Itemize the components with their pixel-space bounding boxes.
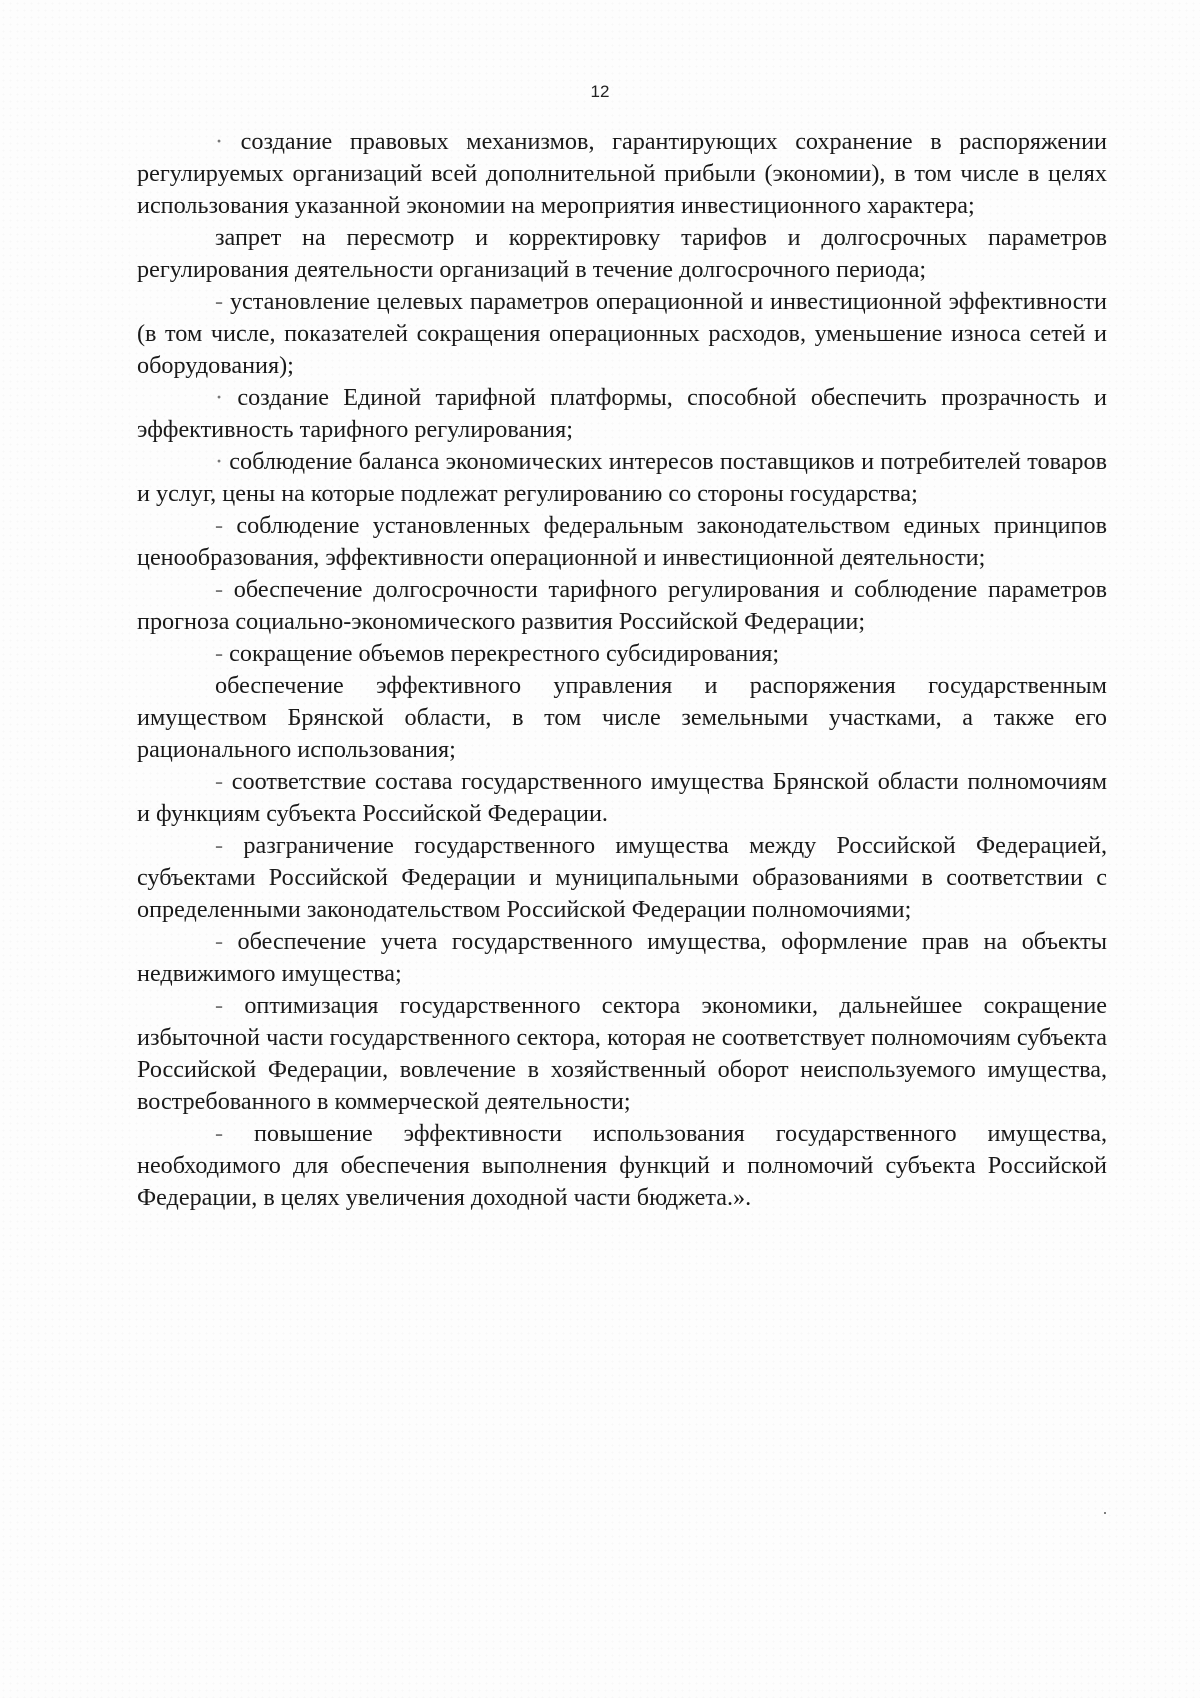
paragraph-text: соблюдение баланса экономических интересов поставщиков и потребителей товаров и услуг, цены на которые подлежат регулированию со стороны государства; <box>137 448 1107 507</box>
document-body <box>137 126 1107 1214</box>
list-item <box>137 382 1107 446</box>
list-marker: - <box>215 640 224 667</box>
list-marker: · <box>215 384 224 411</box>
list-item <box>137 638 1107 670</box>
paragraph-text: оптимизация государственного сектора экономики, дальнейшее сокращение избыточной части государственного сектора, которая не соответствует полномочиям субъекта Российской Федерации, вовлечение в хозяйственный оборот неиспользуемого имущества, востребованного в коммерческой деятельности; <box>137 992 1107 1115</box>
list-item <box>137 510 1107 574</box>
list-marker: - <box>215 992 224 1019</box>
paragraph-text: разграничение государственного имущества между Российской Федерацией, субъектами Российской Федерации и муниципальными образованиями в соответствии с определенными законодательством Российской Федерации полномочиями; <box>137 832 1108 923</box>
list-item <box>137 766 1107 830</box>
list-item <box>137 926 1107 990</box>
list-item <box>137 286 1107 382</box>
list-item <box>137 830 1107 926</box>
list-item <box>137 670 1107 766</box>
list-marker: - <box>215 768 224 795</box>
list-item <box>137 990 1107 1118</box>
paragraph-text: обеспечение учета государственного имущества, оформление прав на объекты недвижимого имущества; <box>137 928 1107 987</box>
paragraph-text: обеспечение эффективного управления и распоряжения государственным имуществом Брянской области, в том числе земельными участками, а также его рационального использования; <box>137 672 1107 763</box>
paragraph-text: соблюдение установленных федеральным законодательством единых принципов ценообразования, эффективности операционной и инвестиционной деятельности; <box>137 512 1108 571</box>
paragraph-text: повышение эффективности использования государственного имущества, необходимого для обеспечения выполнения функций и полномочий субъекта Российской Федерации, в целях увеличения доходной части бюджета.». <box>137 1120 1107 1211</box>
scan-speck <box>1104 1512 1106 1514</box>
paragraph-text: запрет на пересмотр и корректировку тарифов и долгосрочных параметров регулирования деятельности организаций в течение долгосрочного периода; <box>137 224 1107 283</box>
list-marker: - <box>215 288 224 315</box>
list-marker: - <box>215 576 224 603</box>
list-marker: · <box>215 448 224 475</box>
list-item <box>137 574 1107 638</box>
paragraph-text: установление целевых параметров операционной и инвестиционной эффективности (в том числе, показателей сокращения операционных расходов, уменьшение износа сетей и оборудования); <box>137 288 1108 379</box>
paragraph-text: соответствие состава государственного имущества Брянской области полномочиям и функциям субъекта Российской Федерации. <box>137 768 1107 827</box>
list-item <box>137 222 1107 286</box>
list-item <box>137 126 1107 222</box>
paragraph-text: создание правовых механизмов, гарантирующих сохранение в распоряжении регулируемых организаций всей дополнительной прибыли (экономии), в том числе в целях использования указанной экономии на мероприятия инвестиционного характера; <box>137 128 1107 219</box>
list-marker: - <box>215 512 224 539</box>
list-marker: - <box>215 1120 224 1147</box>
list-marker: - <box>215 928 224 955</box>
list-marker: - <box>215 832 224 859</box>
list-item <box>137 1118 1107 1214</box>
paragraph-text: создание Единой тарифной платформы, способной обеспечить прозрачность и эффективность тарифного регулирования; <box>137 384 1108 443</box>
paragraph-text: сокращение объемов перекрестного субсидирования; <box>229 640 780 667</box>
list-marker: · <box>215 128 224 155</box>
list-item <box>137 446 1107 510</box>
page-number: 12 <box>590 82 610 101</box>
paragraph-text: обеспечение долгосрочности тарифного регулирования и соблюдение параметров прогноза социально-экономического развития Российской Федерации; <box>137 576 1107 635</box>
